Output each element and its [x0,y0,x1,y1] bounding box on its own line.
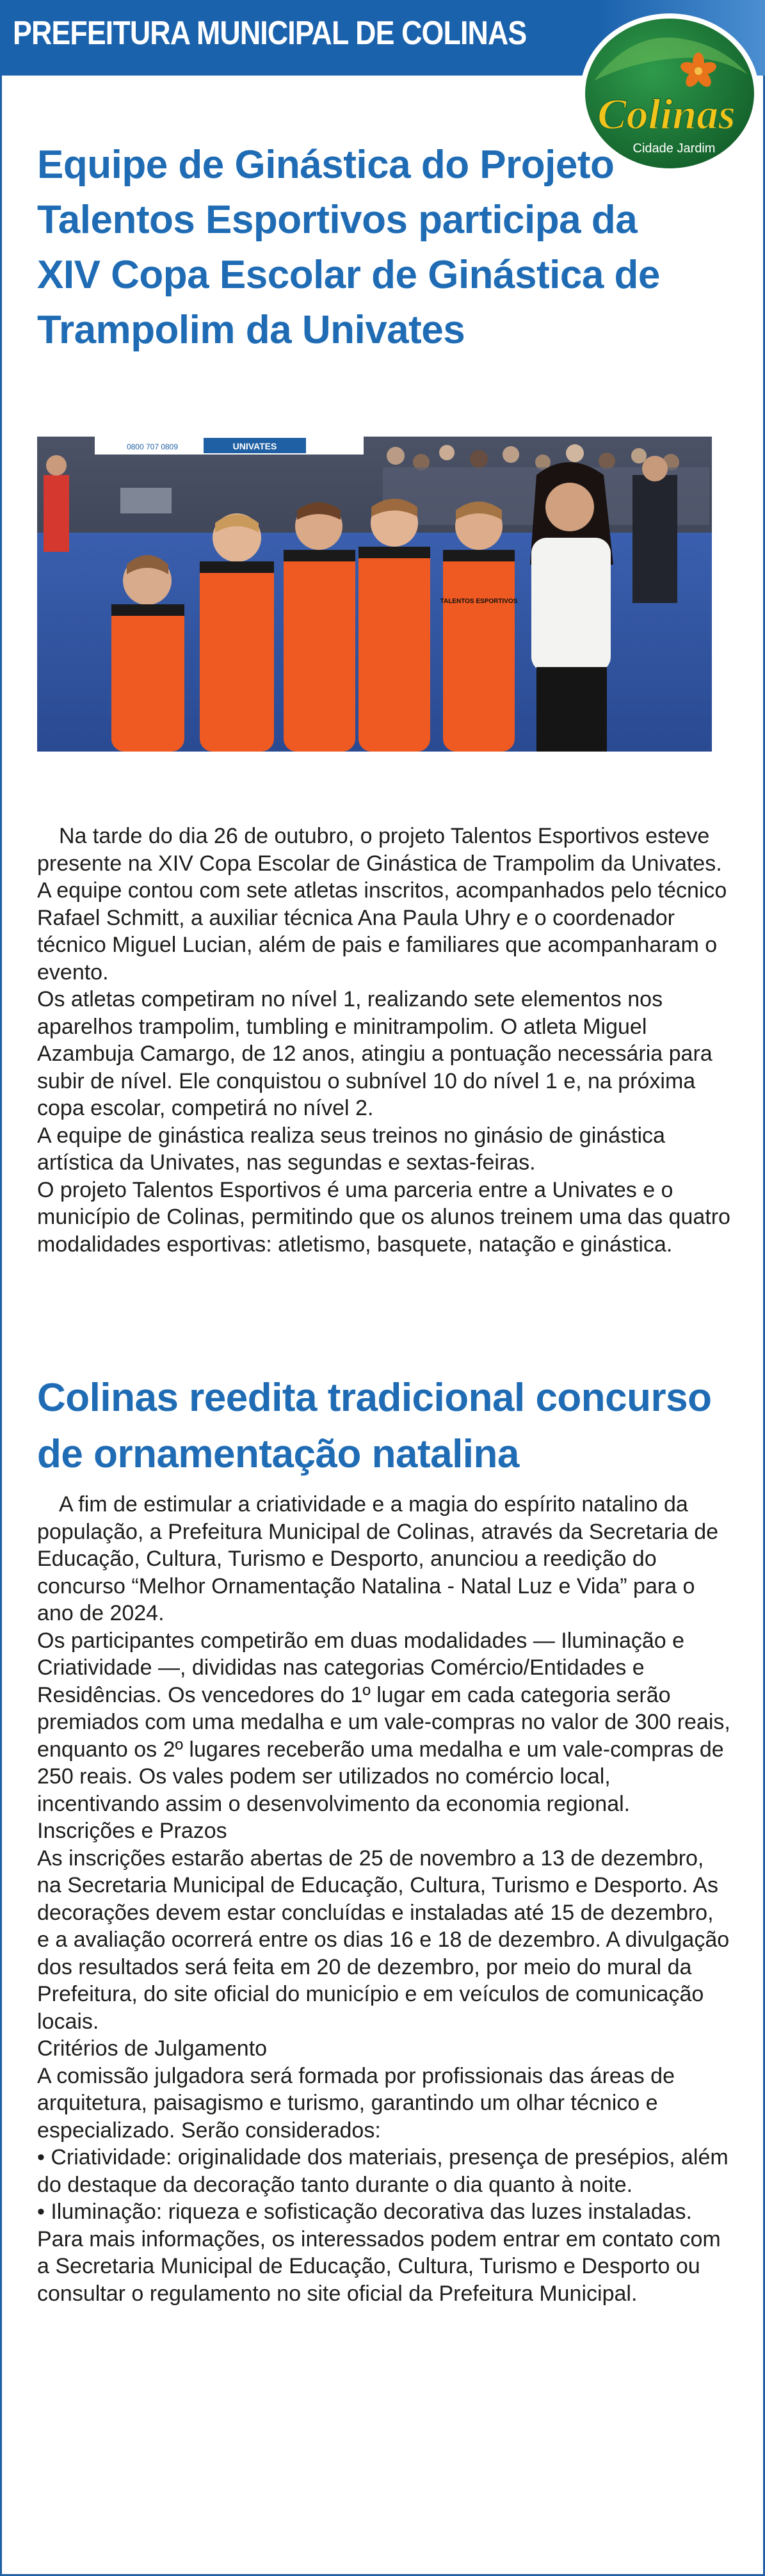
photo-banner-brand: UNIVATES [232,441,277,451]
article-2-paragraph: Os participantes competirão em duas modalidades — Iluminação e Criatividade —, divididas nas categorias Comércio/Entidades e Residências. Os vencedores do 1º lugar em cada categoria serão premiados com uma medalha e um vale-compras no valor de 300 reais, enquanto os 2º lugares receberão uma medalha e um vale-compras de 250 reais. Os vales podem ser utilizados no comércio local, incentivando assim o desenvolvimento da economia regional. [37,1628,730,1816]
article-1-paragraph: Os atletas competiram no nível 1, realizando sete elementos nos aparelhos trampolim, tumbling e minitrampolim. O atleta Miguel Azambuja Camargo, de 12 anos, atingiu a pontuação necessária para subir de nível. Ele conquistou o subnível 10 do nível 1 e, na próxima copa escolar, competirá no nível 2. [37,987,713,1120]
article-2-paragraph: Para mais informações, os interessados podem entrar em contato com a Secretaria Municipal de Educação, Cultura, Turismo e Desporto ou consultar o regulamento no site oficial da Prefeitura Municipal. [37,2226,721,2306]
article-2-bullet: • Iluminação: riqueza e sofisticação decorativa das luzes instaladas. [37,2200,693,2224]
article-2-body [37,1491,731,2307]
article-2-subheading: Critérios de Julgamento [37,2036,268,2061]
article-1-paragraph: A equipe de ginástica realiza seus treinos no ginásio de ginástica artística da Univates, nas segundas e sextas-feiras. [37,1123,665,1175]
article-1-title: Equipe de Ginástica do Projeto Talentos Esportivos participa da XIV Copa Escolar de Ginástica de Trampolim da Univates [37,143,660,352]
article-2-paragraph: A fim de estimular a criatividade e a magia do espírito natalino da população, a Prefeitura Municipal de Colinas, através da Secretaria de Educação, Cultura, Turismo e Desporto, anunciou a reedição do concurso “Melhor Ornamentação Natalina - Natal Luz e Vida” para o ano de 2024. [37,1492,719,1625]
team-photo [37,437,712,752]
article-1-paragraph: Na tarde do dia 26 de outubro, o projeto Talentos Esportivos esteve presente na XIV Copa Escolar de Ginástica de Trampolim da Univates. A equipe contou com sete atletas inscritos, acompanhados pelo técnico Rafael Schmitt, a auxiliar técnica Ana Paula Uhry e o coordenador técnico Miguel Lucian, além de pais e familiares que acompanharam o evento. [37,824,727,985]
article-1-paragraph: O projeto Talentos Esportivos é uma parceria entre a Univates e o município de Colinas, permitindo que os alunos treinem uma das quatro modalidades esportivas: atletismo, basquete, natação e ginástica. [37,1177,730,1257]
logo-name: Colinas [597,90,736,138]
article-2-paragraph: As inscrições estarão abertas de 25 de novembro a 13 de dezembro, na Secretaria Municipal de Educação, Cultura, Turismo e Desporto. As decorações devem estar concluídas e instaladas até 15 de dezembro, e a avaliação ocorrerá entre os dias 16 e 18 de dezembro. A divulgação dos resultados será feita em 20 de dezembro, por meio do mural da Prefeitura, do site oficial do município e em veículos de comunicação locais. [37,1846,730,2034]
header-title: PREFEITURA MUNICIPAL DE COLINAS [13,15,527,52]
coach [530,462,613,752]
article-1-body [37,823,731,1258]
article-2-title: Colinas reedita tradicional concurso de ornamentação natalina [37,1376,712,1476]
logo-tagline: Cidade Jardim [632,141,716,156]
photo-banner-phone: 0800 707 0809 [126,442,179,451]
jersey-text: TALENTOS ESPORTIVOS [440,598,518,605]
article-2-paragraph: A comissão julgadora será formada por profissionais das áreas de arquitetura, paisagismo e turismo, garantindo um olhar técnico e especializado. Serão considerados: [37,2063,675,2143]
article-2-subheading: Inscrições e Prazos [37,1819,227,1843]
article-2-bullet: • Criatividade: originalidade dos materiais, presença de presépios, além do destaque da decoração tanto durante o dia quanto à noite. [37,2145,729,2197]
